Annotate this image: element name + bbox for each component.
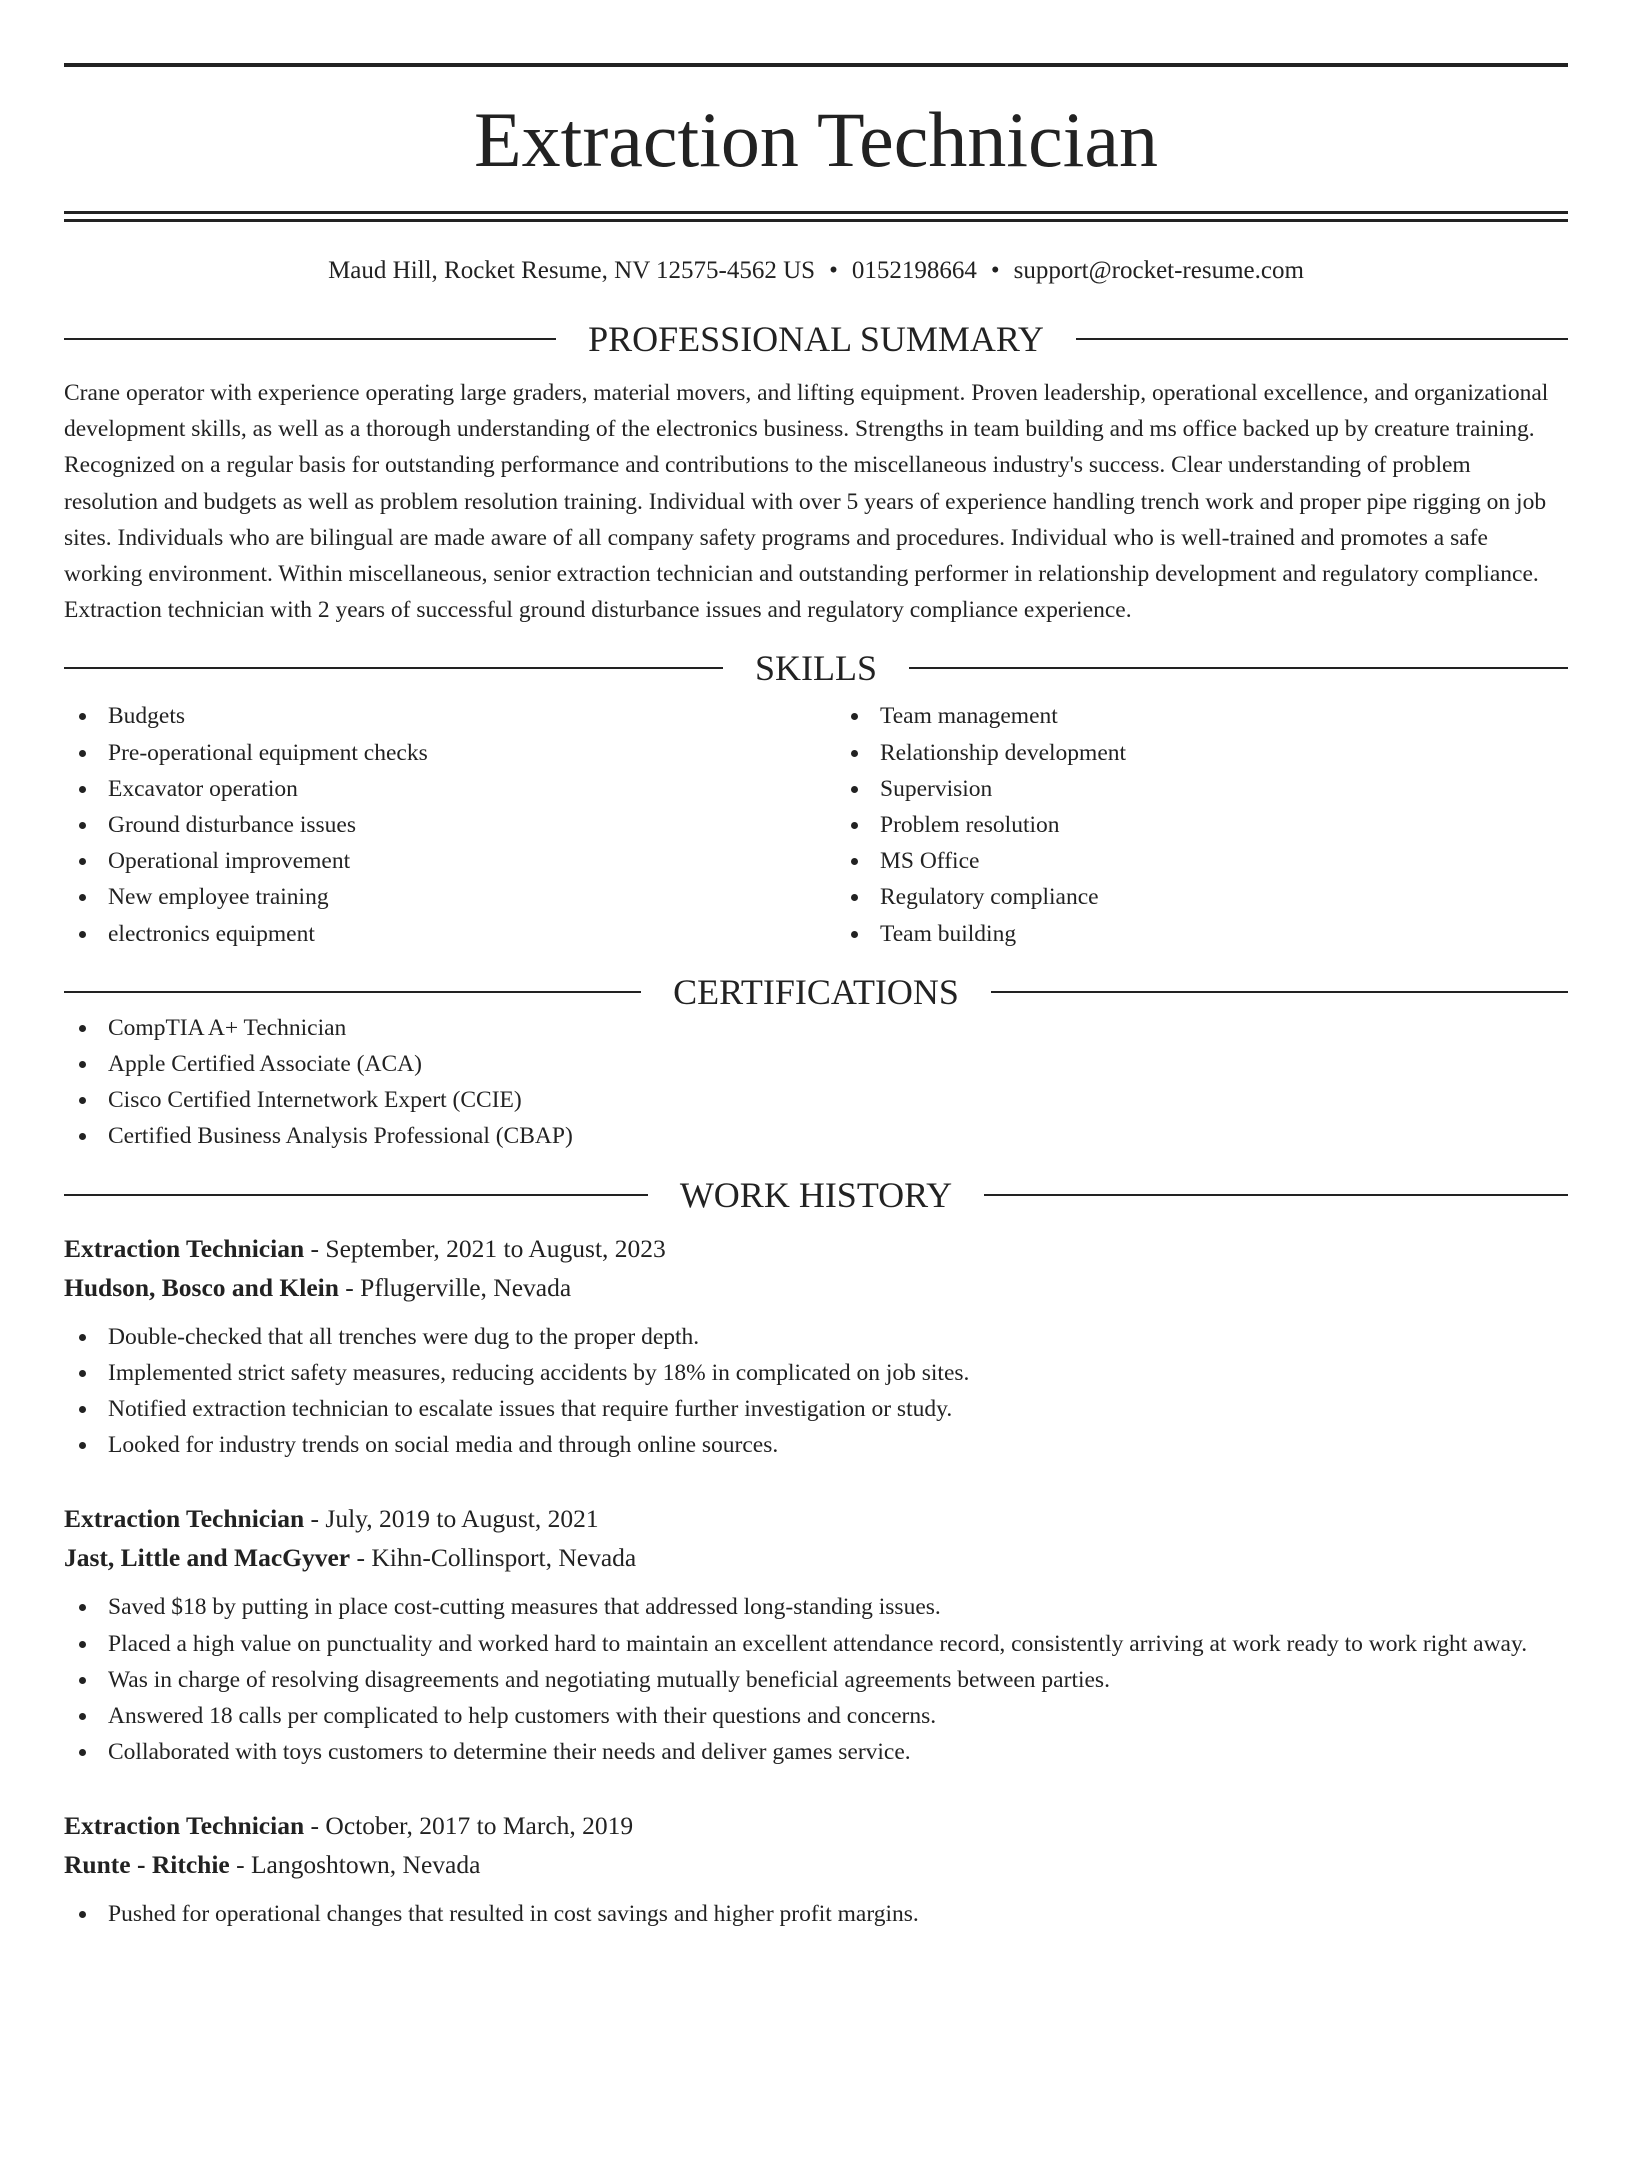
resume-name: Extraction Technician xyxy=(474,96,1158,183)
job-bullet: Double-checked that all trenches were dug to the proper depth. xyxy=(64,1319,1568,1355)
certification-item: Apple Certified Associate (ACA) xyxy=(64,1046,1568,1082)
heading-rule-right xyxy=(1076,338,1568,340)
certifications-title: CERTIFICATIONS xyxy=(673,971,959,1012)
job-role-line xyxy=(64,1499,1568,1538)
job-bullet: Implemented strict safety measures, reducing accidents by 18% in complicated on job sites. xyxy=(64,1355,1568,1391)
job-bullet: Placed a high value on punctuality and worked hard to maintain an excellent attendance record, consistently arriving at work ready to work right away. xyxy=(64,1626,1568,1662)
skill-item: Supervision xyxy=(836,771,1568,807)
skill-item: Regulatory compliance xyxy=(836,879,1568,915)
contact-email: support@rocket-resume.com xyxy=(1013,257,1304,284)
skills-title: SKILLS xyxy=(755,648,878,689)
job-bullet: Saved $18 by putting in place cost-cutting measures that addressed long-standing issues. xyxy=(64,1589,1568,1625)
job-dates: - July, 2019 to August, 2021 xyxy=(304,1504,599,1534)
certifications-heading xyxy=(64,971,1568,1012)
job-bullets xyxy=(64,1589,1568,1770)
job-bullet: Answered 18 calls per complicated to help customers with their questions and concerns. xyxy=(64,1698,1568,1734)
job-dates: - September, 2021 to August, 2023 xyxy=(304,1233,666,1263)
job-bullet: Notified extraction technician to escalate issues that require further investigation or study. xyxy=(64,1391,1568,1427)
header-double-rule xyxy=(64,211,1568,222)
contact-separator: • xyxy=(990,257,1000,284)
job-role: Extraction Technician xyxy=(64,1504,305,1534)
heading-rule-left xyxy=(64,991,641,993)
heading-rule-left xyxy=(64,667,723,669)
summary-heading xyxy=(64,321,1568,357)
job-entry xyxy=(64,1499,1568,1770)
skill-item: Budgets xyxy=(64,698,796,734)
job-bullet: Pushed for operational changes that resulted in cost savings and higher profit margins. xyxy=(64,1896,1568,1932)
job-role-line xyxy=(64,1806,1568,1845)
heading-rule-right xyxy=(991,991,1568,993)
heading-rule-left xyxy=(64,1194,648,1196)
skill-item: Pre-operational equipment checks xyxy=(64,735,796,771)
contact-phone: 0152198664 xyxy=(851,257,977,284)
heading-rule-left xyxy=(64,338,556,340)
skills-list-right xyxy=(836,698,1568,951)
certification-item: Cisco Certified Internetwork Expert (CCIE) xyxy=(64,1082,1568,1118)
job-role: Extraction Technician xyxy=(64,1233,305,1263)
job-bullets xyxy=(64,1319,1568,1464)
job-company: Jast, Little and MacGyver xyxy=(64,1543,351,1573)
skills-grid xyxy=(64,698,1568,951)
job-entry xyxy=(64,1229,1568,1464)
skill-item: New employee training xyxy=(64,879,796,915)
job-bullet: Collaborated with toys customers to determine their needs and deliver games service. xyxy=(64,1734,1568,1770)
job-location: - Kihn-Collinsport, Nevada xyxy=(350,1543,637,1573)
skill-item: MS Office xyxy=(836,843,1568,879)
work-history-title: WORK HISTORY xyxy=(679,1174,953,1215)
skill-item: Team building xyxy=(836,916,1568,952)
skill-item: Team management xyxy=(836,698,1568,734)
job-company-line xyxy=(64,1538,1568,1577)
header-top-rule xyxy=(64,63,1568,67)
job-role-line xyxy=(64,1229,1568,1268)
job-location: - Pflugerville, Nevada xyxy=(338,1272,572,1302)
contact-line xyxy=(64,258,1568,283)
skill-item: electronics equipment xyxy=(64,916,796,952)
job-bullet: Looked for industry trends on social media and through online sources. xyxy=(64,1427,1568,1463)
job-company: Hudson, Bosco and Klein xyxy=(64,1272,339,1302)
heading-rule-right xyxy=(909,667,1568,669)
resume-page xyxy=(0,63,1632,2175)
skill-item: Operational improvement xyxy=(64,843,796,879)
certification-item: CompTIA A+ Technician xyxy=(64,1010,1568,1046)
job-role: Extraction Technician xyxy=(64,1811,305,1841)
contact-address: Maud Hill, Rocket Resume, NV 12575-4562 US xyxy=(328,257,816,284)
skill-item: Relationship development xyxy=(836,735,1568,771)
summary-text: Crane operator with experience operating large graders, material movers, and lifting equipment. Proven leadership, operational excellence, and organizational development skills, as well as a thorough understanding of the electronics business. Strengths in team building and ms office backed up by creature training. Recognized on a regular basis for outstanding performance and contributions to the miscellaneous industry's success. Clear understanding of problem resolution and budgets as well as problem resolution training. Individual with over 5 years of experience handling trench work and proper pipe rigging on job sites. Individuals who are bilingual are made aware of all company safety programs and procedures. Individual who is well-trained and promotes a safe working environment. Within miscellaneous, senior extraction technician and outstanding performer in relationship development and regulatory compliance. Extraction technician with 2 years of successful ground disturbance issues and regulatory compliance experience. xyxy=(64,380,1549,624)
job-location: - Langoshtown, Nevada xyxy=(229,1850,481,1880)
certification-item: Certified Business Analysis Professional (CBAP) xyxy=(64,1118,1568,1154)
job-dates: - October, 2017 to March, 2019 xyxy=(304,1811,634,1841)
job-bullet: Was in charge of resolving disagreements and negotiating mutually beneficial agreements between parties. xyxy=(64,1662,1568,1698)
work-history-heading xyxy=(64,1174,1568,1215)
job-company-line xyxy=(64,1268,1568,1307)
job-company-line xyxy=(64,1845,1568,1884)
certifications-list xyxy=(64,1010,1568,1155)
job-bullets xyxy=(64,1896,1568,1932)
skills-heading xyxy=(64,648,1568,689)
skills-list-left xyxy=(64,698,796,951)
skill-item: Problem resolution xyxy=(836,807,1568,843)
job-company: Runte - Ritchie xyxy=(64,1850,230,1880)
skill-item: Excavator operation xyxy=(64,771,796,807)
job-entry xyxy=(64,1806,1568,1932)
heading-rule-right xyxy=(984,1194,1568,1196)
summary-title: PROFESSIONAL SUMMARY xyxy=(588,319,1044,359)
skill-item: Ground disturbance issues xyxy=(64,807,796,843)
contact-separator: • xyxy=(829,257,838,284)
